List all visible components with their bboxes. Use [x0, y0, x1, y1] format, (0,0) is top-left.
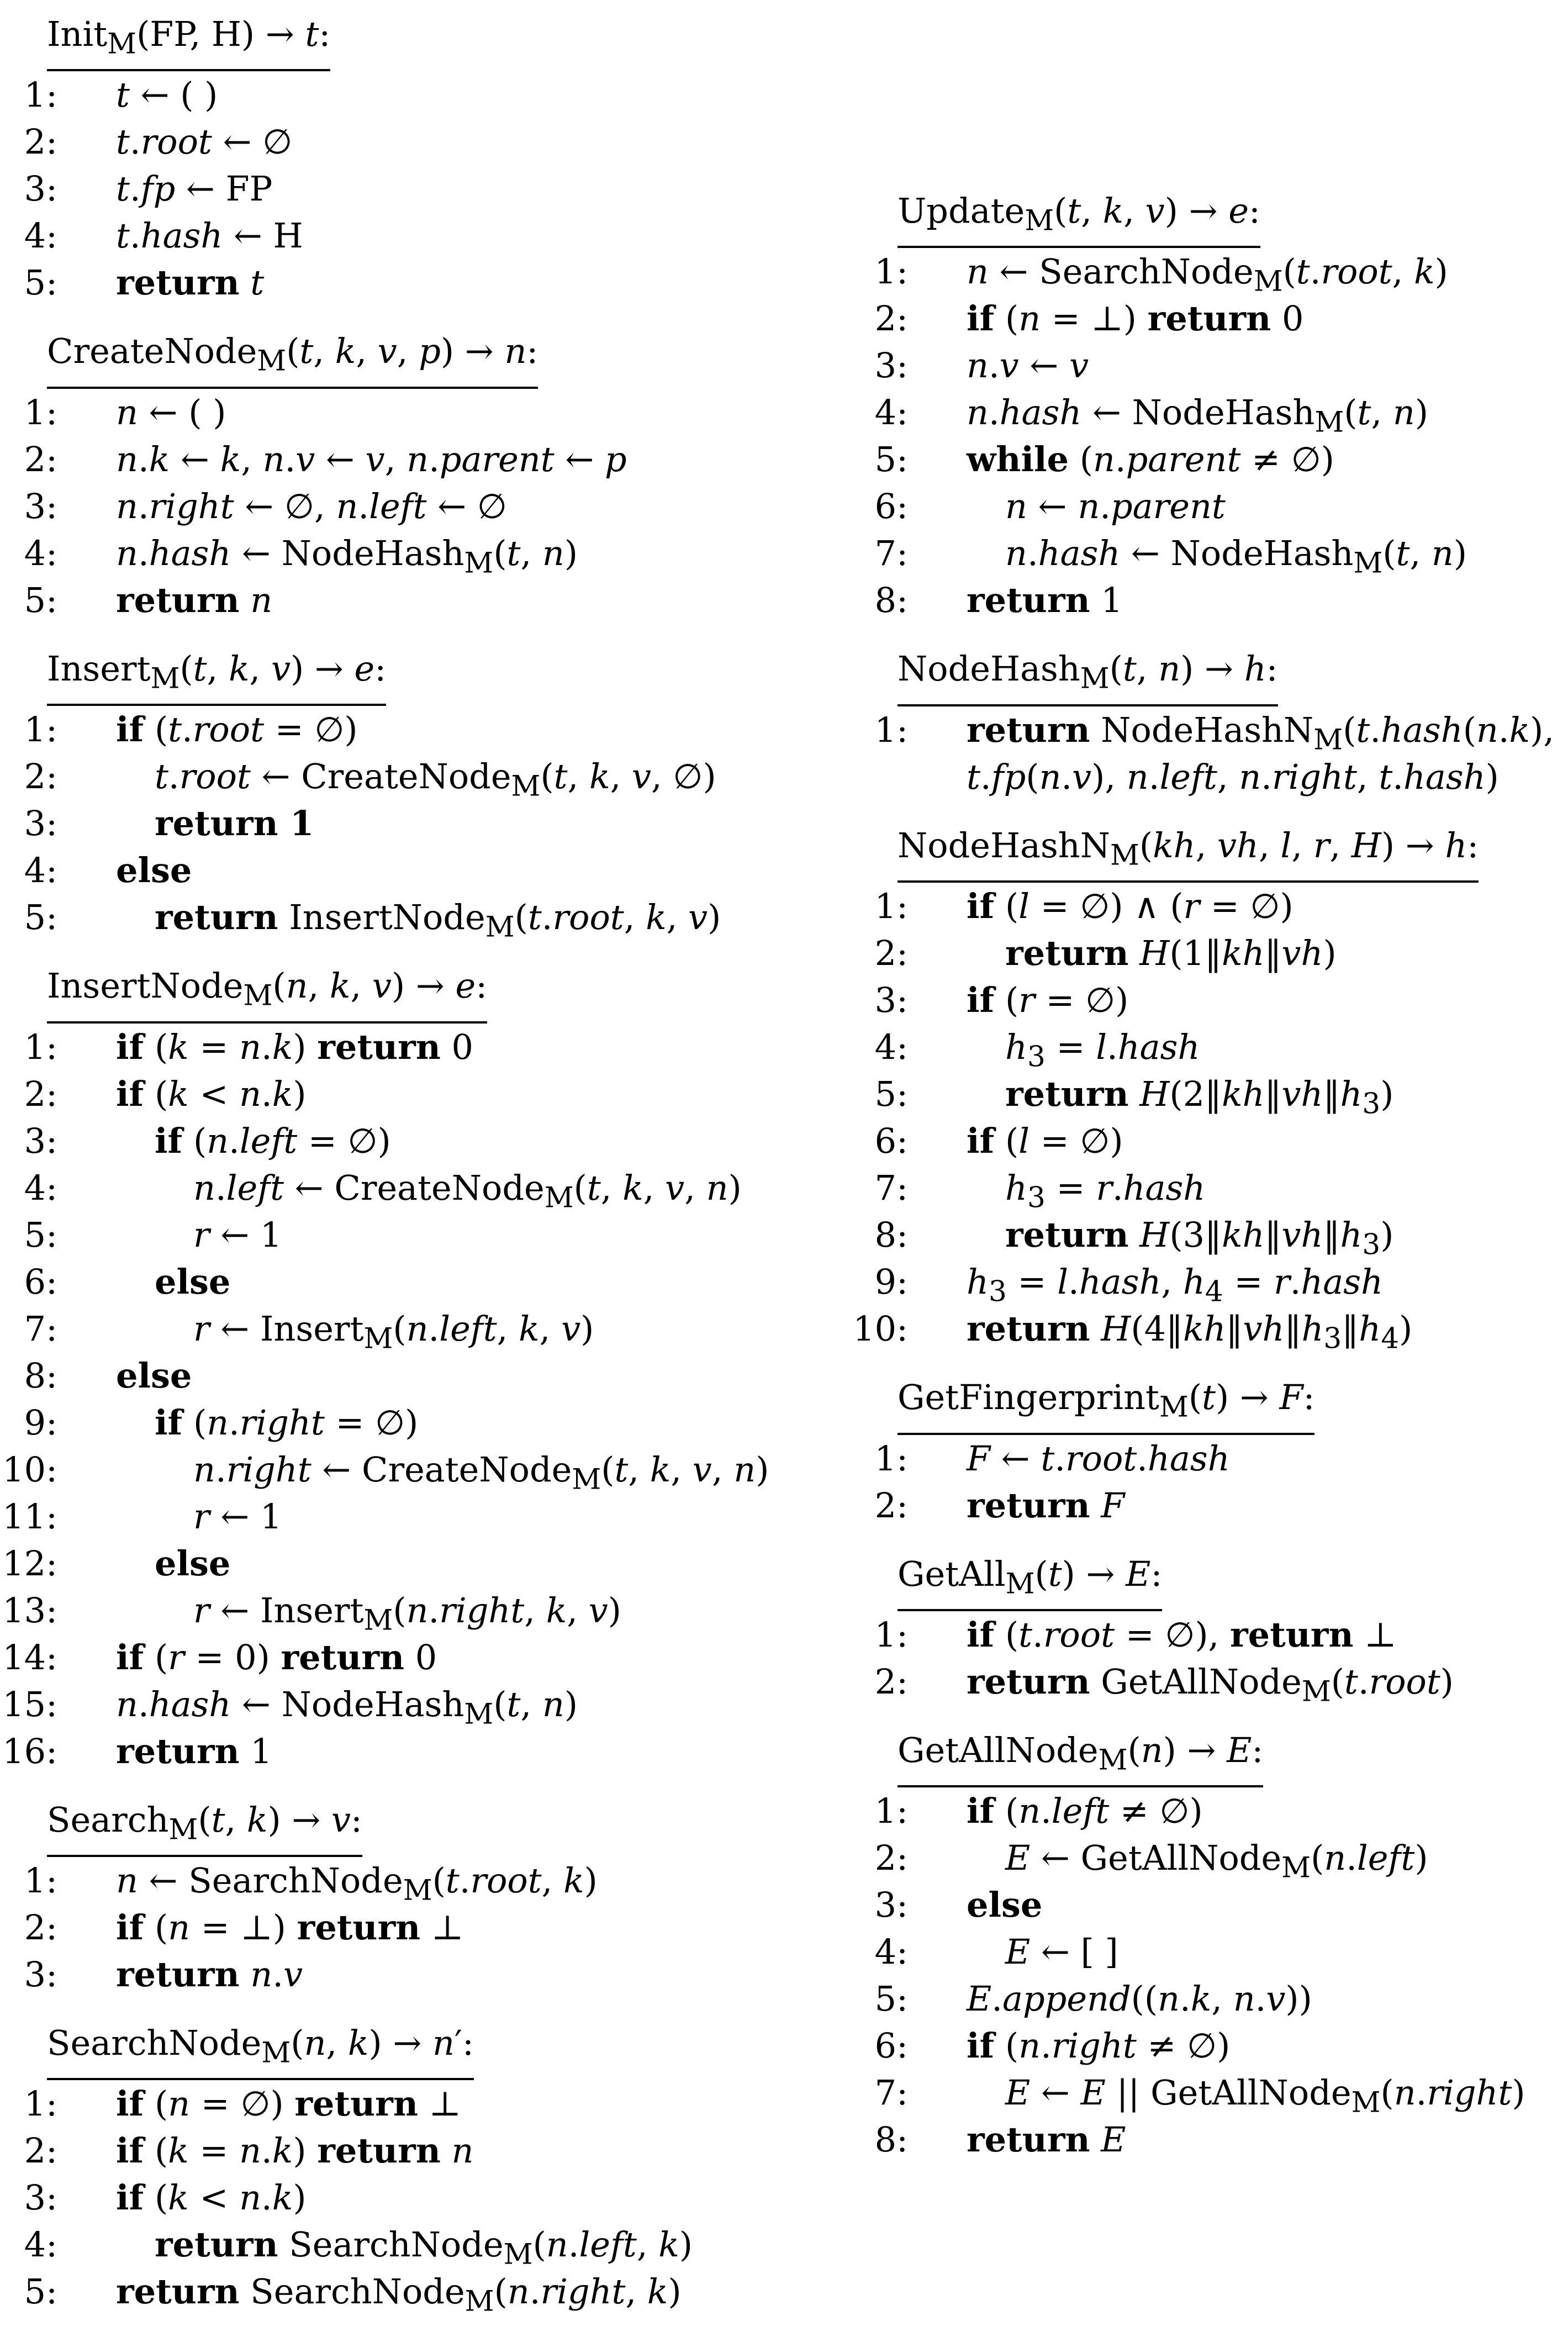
algorithm-block: [851, 646, 1563, 800]
code-text: return E: [967, 2119, 1126, 2160]
line-number: 5:: [24, 262, 57, 303]
line-number: 1:: [874, 1614, 908, 1655]
code-line: [0, 1634, 817, 1681]
code-text: n ← n.parent: [1005, 486, 1226, 527]
line-number: 1:: [874, 886, 908, 927]
line-number: 4:: [874, 1932, 908, 1972]
code-text: if (r = 0) return 0: [116, 1637, 437, 1677]
line-number: 2:: [24, 1073, 57, 1114]
right-column: [851, 188, 1563, 2185]
code-line: [0, 2127, 817, 2174]
code-text: if (n.right ≠ ∅): [967, 2025, 1231, 2066]
line-number: 5:: [874, 439, 908, 480]
code-line: [851, 977, 1563, 1024]
code-line: [851, 753, 1563, 800]
line-number: 3:: [24, 1120, 57, 1161]
code-line: [851, 930, 1563, 977]
code-text: t ← ( ): [116, 75, 218, 115]
line-number: 1:: [874, 1438, 908, 1479]
line-number: 6:: [24, 1261, 57, 1302]
code-text: return 1: [967, 580, 1123, 621]
code-text: n ← SearchNode$_M$(t.root, k): [967, 251, 1448, 298]
line-number: 2:: [24, 756, 57, 797]
line-number: 2:: [24, 2130, 57, 2171]
code-line: [0, 1587, 817, 1637]
code-text: while (n.parent ≠ ∅): [967, 439, 1334, 480]
line-number: 1:: [24, 392, 57, 432]
code-line: [0, 165, 817, 212]
left-column: [0, 11, 817, 2337]
code-line: [0, 2268, 817, 2318]
algorithm-title: NodeHashN$_M$(kh, vh, l, r, H) → h:: [897, 822, 1479, 883]
line-number: 11:: [2, 1496, 57, 1537]
code-text: r ← 1: [193, 1496, 282, 1537]
line-number: 5:: [24, 579, 57, 620]
code-text: if (t.root = ∅), return ⊥: [967, 1614, 1397, 1655]
code-line: [0, 1446, 817, 1496]
line-number: 2:: [874, 933, 908, 974]
code-text: if (n.right = ∅): [155, 1402, 419, 1443]
line-number: 1:: [874, 709, 908, 750]
code-text: t.fp(n.v), n.left, n.right, t.hash): [967, 756, 1499, 797]
line-number: 3:: [874, 345, 908, 386]
code-line: [851, 1658, 1563, 1708]
algorithm-title: CreateNode$_M$(t, k, v, p) → n:: [47, 328, 538, 388]
code-text: return GetAllNode$_M$(t.root): [967, 1661, 1454, 1708]
code-text: n.right ← CreateNode$_M$(t, k, v, n): [193, 1449, 769, 1496]
code-line: [0, 706, 817, 753]
code-line: [0, 1857, 817, 1907]
code-text: return 1: [116, 1731, 272, 1771]
line-number: 2:: [874, 1661, 908, 1702]
code-text: $h_3$ = l.hash: [1005, 1027, 1200, 1074]
line-number: 3:: [874, 980, 908, 1021]
line-number: 2:: [874, 1838, 908, 1879]
algorithm-block: [0, 1797, 817, 1998]
code-line: [0, 530, 817, 580]
algorithm-title: Search$_M$(t, k) → v:: [47, 1797, 362, 1857]
algorithm-title: Init$_M$(FP, H) → t:: [47, 11, 330, 71]
code-text: else: [116, 850, 192, 891]
code-line: [0, 1951, 817, 1998]
code-text: return $H(4‖kh‖vh‖h_3‖h_4)$: [967, 1309, 1413, 1355]
code-text: if (l = ∅) ∧ (r = ∅): [967, 886, 1294, 927]
code-text: t.hash ← H: [116, 215, 303, 256]
code-text: if (r = ∅): [967, 980, 1129, 1021]
line-number: 1:: [24, 1860, 57, 1901]
line-number: 1:: [874, 251, 908, 292]
line-number: 9:: [24, 1402, 57, 1443]
line-number: 4:: [24, 2224, 57, 2265]
code-line: [0, 1681, 817, 1731]
code-text: if (n = ∅) return ⊥: [116, 2083, 461, 2124]
algorithm-block: [0, 2020, 817, 2318]
code-text: F ← t.root.hash: [967, 1438, 1230, 1479]
code-line: [0, 2221, 817, 2271]
code-text: else: [155, 1543, 231, 1584]
code-line: [0, 1258, 817, 1305]
code-text: return H(1‖kh‖vh): [1005, 933, 1337, 974]
line-number: 6:: [874, 1121, 908, 1162]
line-number: 8:: [24, 1355, 57, 1396]
line-number: 12:: [2, 1543, 57, 1584]
code-text: r ← Insert$_M$(n.right, k, v): [193, 1590, 621, 1637]
code-text: if (k = n.k) return n: [116, 2130, 474, 2171]
code-line: [851, 1975, 1563, 2022]
algorithm-title: SearchNode$_M$(n, k) → n′:: [47, 2020, 474, 2080]
code-text: if (n = ⊥) return 0: [967, 298, 1304, 339]
code-text: if (t.root = ∅): [116, 709, 358, 750]
line-number: 5:: [874, 1074, 908, 1115]
line-number: 7:: [24, 1308, 57, 1349]
code-text: n.hash ← NodeHash$_M$(t, n): [116, 532, 578, 580]
code-line: [851, 1881, 1563, 1928]
code-line: [0, 1540, 817, 1587]
code-line: [851, 706, 1563, 757]
code-line: [851, 1024, 1563, 1074]
code-line: [0, 1352, 817, 1399]
line-number: 1:: [24, 1026, 57, 1067]
code-line: [0, 1399, 817, 1446]
line-number: 10:: [853, 1309, 908, 1349]
code-line: [851, 577, 1563, 624]
line-number: 2:: [874, 298, 908, 339]
code-line: [851, 1928, 1563, 1975]
line-number: 3:: [24, 2177, 57, 2218]
code-text: if (l = ∅): [967, 1121, 1123, 1162]
line-number: 5:: [874, 1979, 908, 2019]
code-text: E ← GetAllNode$_M$(n.left): [1005, 1838, 1428, 1885]
code-text: n.left ← CreateNode$_M$(t, k, v, n): [193, 1167, 742, 1214]
line-number: 1:: [24, 75, 57, 115]
code-line: [0, 389, 817, 436]
code-text: t.root ← ∅: [116, 122, 293, 162]
code-text: n.hash ← NodeHash$_M$(t, n): [967, 392, 1429, 439]
line-number: 5:: [24, 1214, 57, 1255]
code-text: t.fp ← FP: [116, 168, 273, 209]
code-text: E ← [ ]: [1005, 1932, 1118, 1972]
algorithm-title: Insert$_M$(t, k, v) → e:: [47, 646, 386, 706]
code-line: [0, 2174, 817, 2221]
code-line: [0, 1024, 817, 1070]
algorithm-block: [851, 1727, 1563, 2163]
line-number: 3:: [24, 168, 57, 209]
code-text: return 1: [155, 803, 314, 844]
algorithm-block: [851, 822, 1563, 1355]
code-line: [851, 1070, 1563, 1121]
code-line: [0, 894, 817, 944]
algorithm-block: [0, 11, 817, 306]
code-line: [0, 436, 817, 483]
code-line: [851, 342, 1563, 389]
line-number: 4:: [874, 392, 908, 433]
line-number: 7:: [874, 2072, 908, 2113]
code-text: return F: [967, 1485, 1125, 1526]
code-line: [851, 2116, 1563, 2163]
algorithm-block: [0, 328, 817, 623]
line-number: 5:: [24, 897, 57, 938]
code-text: else: [967, 1885, 1043, 1925]
code-text: return $H(2‖kh‖vh‖h_3)$: [1005, 1074, 1394, 1121]
line-number: 2:: [24, 1907, 57, 1948]
line-number: 16:: [2, 1731, 57, 1771]
code-line: [851, 1611, 1563, 1658]
code-line: [0, 118, 817, 165]
line-number: 8:: [874, 1215, 908, 1255]
code-line: [0, 753, 817, 803]
code-line: [851, 483, 1563, 530]
code-line: [851, 1117, 1563, 1164]
line-number: 2:: [874, 1485, 908, 1526]
code-line: [851, 1258, 1563, 1309]
code-line: [851, 1305, 1563, 1355]
algorithm-block: [0, 963, 817, 1774]
code-text: n ← ( ): [116, 392, 226, 432]
code-text: r ← Insert$_M$(n.left, k, v): [193, 1308, 594, 1355]
code-text: n.right ← ∅, n.left ← ∅: [116, 486, 507, 526]
algorithm-block: [851, 1374, 1563, 1528]
line-number: 3:: [24, 803, 57, 844]
algorithm-title: GetAll$_M$(t) → E:: [897, 1551, 1162, 1611]
code-text: E ← E || GetAllNode$_M$(n.right): [1005, 2072, 1525, 2119]
code-line: [0, 847, 817, 894]
line-number: 6:: [874, 486, 908, 527]
code-line: [851, 1435, 1563, 1482]
code-line: [851, 1787, 1563, 1834]
code-text: return n: [116, 579, 273, 620]
code-text: if (k < n.k): [116, 1073, 307, 1114]
algorithm-block: [851, 188, 1563, 624]
code-line: [0, 1493, 817, 1540]
algorithm-block: [851, 1551, 1563, 1708]
code-text: if (n = ⊥) return ⊥: [116, 1907, 464, 1948]
code-text: else: [116, 1355, 192, 1396]
line-number: 1:: [874, 1791, 908, 1832]
code-line: [851, 1164, 1563, 1215]
code-text: r ← 1: [193, 1214, 282, 1255]
line-number: 10:: [2, 1449, 57, 1490]
line-number: 9:: [874, 1262, 908, 1302]
line-number: 7:: [874, 533, 908, 574]
code-text: if (n.left ≠ ∅): [967, 1791, 1203, 1832]
line-number: 3:: [24, 1954, 57, 1995]
code-line: [0, 212, 817, 259]
code-line: [0, 1904, 817, 1951]
line-number: 3:: [874, 1885, 908, 1925]
line-number: 7:: [874, 1168, 908, 1209]
code-line: [0, 1164, 817, 1214]
algorithm-title: GetFingerprint$_M$(t) → F:: [897, 1374, 1314, 1434]
code-line: [851, 2022, 1563, 2069]
code-line: [851, 2069, 1563, 2119]
code-text: return SearchNode$_M$(n.left, k): [155, 2224, 693, 2271]
code-line: [0, 1728, 817, 1775]
code-line: [851, 436, 1563, 483]
code-line: [851, 883, 1563, 930]
code-line: [851, 1211, 1563, 1262]
line-number: 2:: [24, 439, 57, 479]
code-line: [0, 483, 817, 530]
code-text: return $H(3‖kh‖vh‖h_3)$: [1005, 1215, 1394, 1262]
code-text: E.append((n.k, n.v)): [967, 1979, 1312, 2019]
code-line: [0, 71, 817, 118]
algorithm-title: NodeHash$_M$(t, n) → h:: [897, 646, 1278, 706]
line-number: 1:: [24, 709, 57, 750]
code-line: [851, 248, 1563, 298]
code-text: $h_3$ = l.hash, $h_4$ = r.hash: [967, 1262, 1384, 1309]
code-text: return n.v: [116, 1954, 303, 1995]
code-line: [0, 577, 817, 624]
code-text: else: [155, 1261, 231, 1302]
line-number: 2:: [24, 122, 57, 162]
code-text: return t: [116, 262, 265, 303]
code-text: if (k < n.k): [116, 2177, 307, 2218]
code-line: [851, 389, 1563, 439]
code-line: [0, 1117, 817, 1164]
code-text: n ← SearchNode$_M$(t.root, k): [116, 1860, 598, 1907]
algorithm-title: Update$_M$(t, k, v) → e:: [897, 188, 1260, 248]
line-number: 5:: [24, 2271, 57, 2312]
code-text: if (n.left = ∅): [155, 1120, 391, 1161]
algorithm-title: GetAllNode$_M$(n) → E:: [897, 1727, 1263, 1787]
code-line: [851, 295, 1563, 342]
line-number: 4:: [24, 532, 57, 573]
code-text: if (k = n.k) return 0: [116, 1026, 473, 1067]
code-line: [0, 800, 817, 847]
code-line: [0, 2080, 817, 2127]
line-number: 15:: [2, 1684, 57, 1724]
code-line: [0, 1305, 817, 1355]
line-number: 3:: [24, 486, 57, 526]
code-line: [851, 1482, 1563, 1529]
line-number: 4:: [24, 215, 57, 256]
code-text: n.v ← v: [967, 345, 1089, 386]
code-line: [851, 1834, 1563, 1885]
code-line: [0, 259, 817, 306]
line-number: 1:: [24, 2083, 57, 2124]
code-text: n.k ← k, n.v ← v, n.parent ← p: [116, 439, 627, 479]
code-line: [0, 1070, 817, 1117]
code-text: return InsertNode$_M$(t.root, k, v): [155, 897, 721, 944]
code-text: n.hash ← NodeHash$_M$(t, n): [1005, 533, 1467, 580]
algorithm-title: InsertNode$_M$(n, k, v) → e:: [47, 963, 487, 1023]
line-number: 4:: [874, 1027, 908, 1068]
code-text: return SearchNode$_M$(n.right, k): [116, 2271, 682, 2318]
algorithm-block: [0, 646, 817, 944]
line-number: 6:: [874, 2025, 908, 2066]
line-number: 14:: [2, 1637, 57, 1677]
line-number: 8:: [874, 2119, 908, 2160]
code-line: [851, 530, 1563, 580]
line-number: 8:: [874, 580, 908, 621]
line-number: 4:: [24, 1167, 57, 1208]
code-text: n.hash ← NodeHash$_M$(t, n): [116, 1684, 578, 1731]
code-text: t.root ← CreateNode$_M$(t, k, v, ∅): [155, 756, 716, 803]
code-text: $h_3$ = r.hash: [1005, 1168, 1206, 1215]
line-number: 13:: [2, 1590, 57, 1631]
code-text: return NodeHashN$_M$(t.hash(n.k),: [967, 709, 1555, 757]
line-number: 4:: [24, 850, 57, 891]
code-line: [0, 1211, 817, 1258]
